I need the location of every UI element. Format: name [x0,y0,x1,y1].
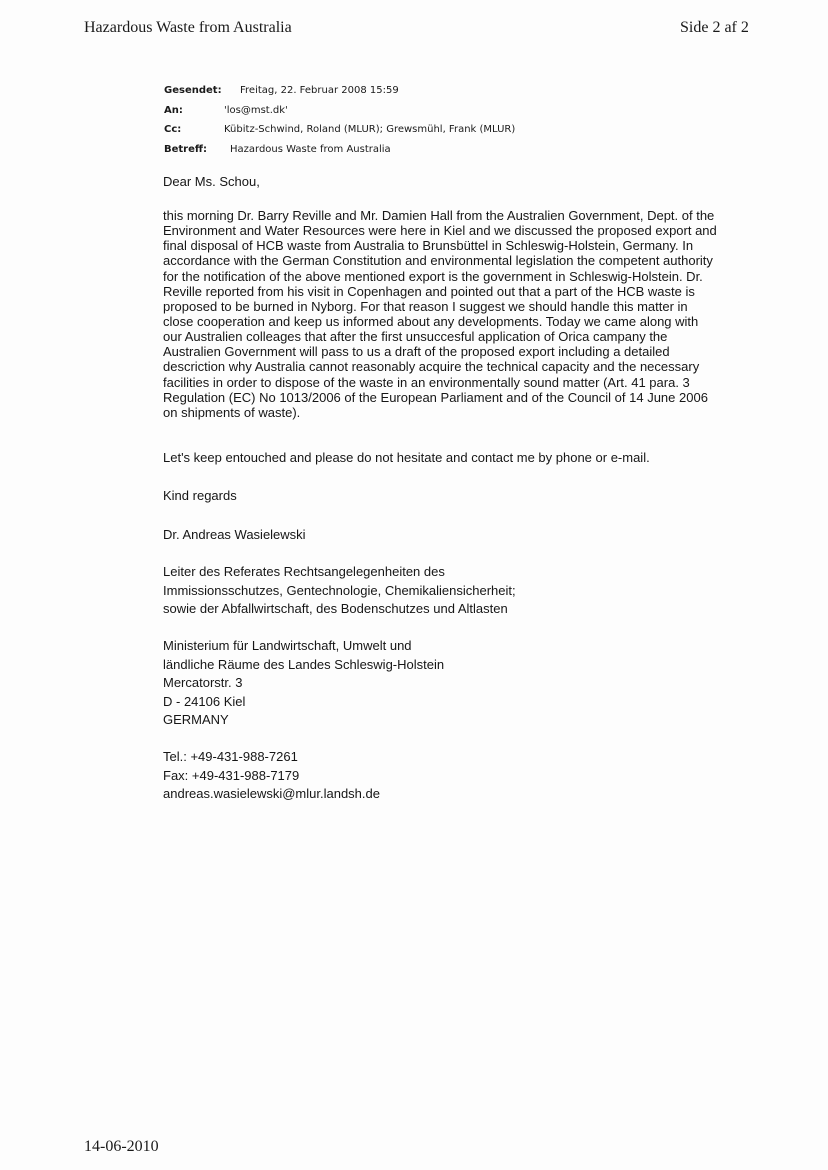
salutation: Dear Ms. Schou, [163,174,260,189]
to-row [164,101,515,121]
page-header-title: Hazardous Waste from Australia [84,19,292,36]
body-line: proposed to be burned in Nyborg. For that reason I suggest we should handle this matter in [163,298,688,314]
body-line: Regulation (EC) No 1013/2006 of the European Parliament and of the Council of 14 June 2006 [163,389,708,405]
body-line: close cooperation and keep us informed about any developments. Today we came along with [163,313,699,329]
closing-paragraph: Let's keep entouched and please do not hesitate and contact me by phone or e-mail. [163,450,650,465]
body-line: descriction why Australia cannot reasonably acquire the technical capacity and the necessary [163,359,700,375]
body-line: facilities in order to dispose of the waste in an environmentally sound matter (Art. 41 para. 3 [163,374,690,390]
subject-row [164,140,515,160]
cc-value: Kübitz-Schwind, Roland (MLUR); Grewsmühl, Frank (MLUR) [224,124,516,135]
position-line: sowie der Abfallwirtschaft, des Bodenschutzes und Altlasten [163,601,508,616]
subject-label: Betreff: [164,143,207,155]
sent-label: Gesendet: [164,85,222,96]
position-line: Leiter des Referates Rechtsangelegenheiten des [163,564,445,579]
sent-row [164,81,515,101]
body-line: accordance with the German Constitution and environmental legislation the competent authority [163,253,713,269]
to-value: 'los@mst.dk' [224,104,288,116]
address-block [163,637,444,730]
phone-line: Tel.: +49-431-988-7261 [163,749,298,764]
address-line: ländliche Räume des Landes Schleswig-Holstein [163,656,445,672]
subject-value: Hazardous Waste from Australia [230,143,391,155]
body-line: Reville reported from his visit in Copenhagen and pointed out that a part of the HCB waste is [163,283,695,299]
contact-block [163,748,380,804]
email-metadata [164,81,515,159]
address-line: Mercatorstr. 3 [163,675,243,690]
body-line: this morning Dr. Barry Reville and Mr. Damien Hall from the Australien Government, Dept. of the [163,208,715,223]
body-line: final disposal of HCB waste from Australia to Brunsbüttel in Schleswig-Holstein, Germany. In [163,238,694,254]
to-label: An: [164,104,183,116]
position-line: Immissionsschutzes, Gentechnologie, Chemikaliensicherheit; [163,582,516,598]
body-line: on shipments of waste). [163,404,301,420]
sent-value: Freitag, 22. Februar 2008 15:59 [240,85,399,96]
main-paragraph [163,208,763,420]
cc-label: Cc: [164,124,182,135]
address-line: Ministerium für Landwirtschaft, Umwelt und [163,638,412,653]
body-line: Australien Government will pass to us a draft of the proposed export including a detailed [163,344,670,360]
footer-date: 14-06-2010 [84,1138,159,1155]
body-line: for the notification of the above mentioned export is the government in Schleswig-Holstein. Dr. [163,268,703,284]
cc-row [164,120,515,140]
regards: Kind regards [163,488,237,503]
signature-name: Dr. Andreas Wasielewski [163,527,306,542]
address-line: D - 24106 Kiel [163,693,246,709]
address-line: GERMANY [163,712,229,727]
email-address: andreas.wasielewski@mlur.landsh.de [163,786,380,801]
body-line: Environment and Water Resources were here in Kiel and we discussed the proposed export and [163,223,717,239]
page-number-indicator: Side 2 af 2 [680,19,749,36]
body-line: our Australien colleages that after the first unsuccesful application of Orica campany the [163,329,668,345]
position-block [163,563,516,619]
fax-line: Fax: +49-431-988-7179 [163,767,300,783]
